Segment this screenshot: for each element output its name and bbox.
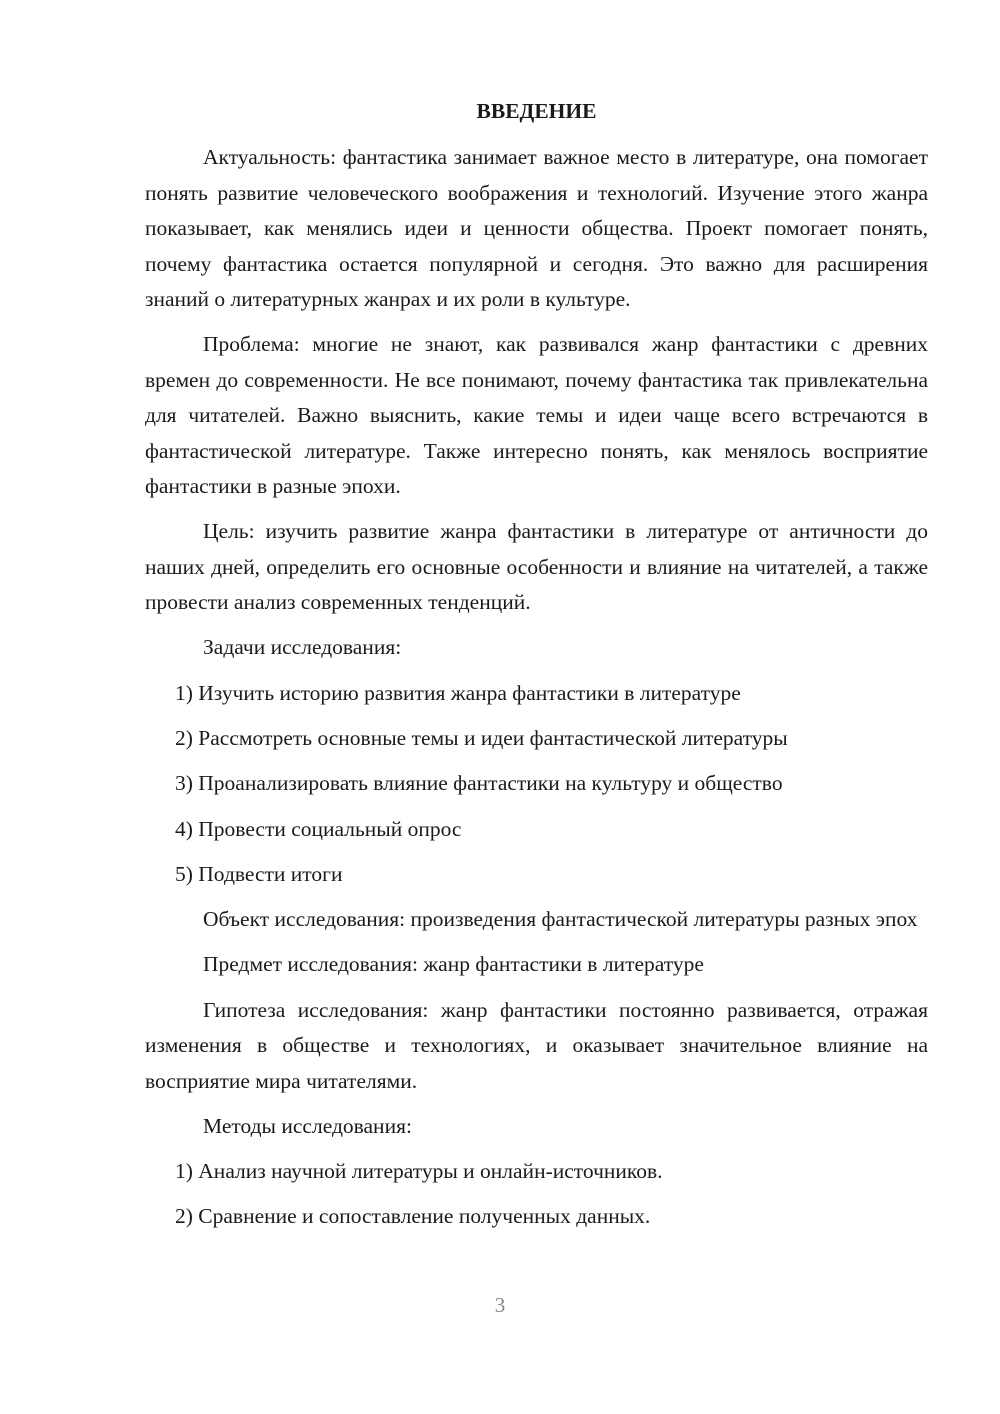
- task-item: 2) Рассмотреть основные темы и идеи фантастической литературы: [175, 725, 788, 750]
- object-paragraph: Объект исследования: произведения фантастической литературы разных эпох: [203, 907, 918, 932]
- document-page: [145, 94, 928, 1245]
- relevance-paragraph: Актуальность: фантастика занимает важное место в литературе, она помогает понять развитие человеческого воображения и технологий. Изучение этого жанра показывает, как менялись идеи и ценности общества. Проект помогает понять, почему фантастика остается популярной и сегодня. Это важно для расширения знаний о литературных жанрах и их роли в культуре.: [145, 145, 928, 312]
- task-item: 4) Провести социальный опрос: [175, 816, 462, 841]
- task-item: 1) Изучить историю развития жанра фантастики в литературе: [175, 680, 741, 705]
- hypothesis-paragraph: Гипотеза исследования: жанр фантастики постоянно развивается, отражая изменения в обществе и технологиях, и оказывает значительное влияние на восприятие мира читателями.: [145, 997, 928, 1093]
- subject-paragraph: Предмет исследования: жанр фантастики в литературе: [203, 952, 704, 977]
- page-number: 3: [494, 1293, 506, 1317]
- task-item: 3) Проанализировать влияние фантастики на культуру и общество: [175, 771, 783, 796]
- section-title: ВВЕДЕНИЕ: [476, 99, 597, 123]
- tasks-heading: Задачи исследования:: [203, 635, 402, 660]
- methods-heading: Методы исследования:: [203, 1113, 412, 1138]
- method-item: 1) Анализ научной литературы и онлайн-источников.: [175, 1159, 663, 1184]
- task-item: 5) Подвести итоги: [175, 861, 343, 886]
- goal-paragraph: Цель: изучить развитие жанра фантастики в литературе от античности до наших дней, определить его основные особенности и влияние на читателей, а также провести анализ современных тенденций.: [145, 519, 928, 615]
- method-item: 2) Сравнение и сопоставление полученных данных.: [175, 1204, 651, 1229]
- problem-paragraph: Проблема: многие не знают, как развивался жанр фантастики с древних времен до современности. Не все понимают, почему фантастика так привлекательна для читателей. Важно выяснить, какие темы и идеи чаще всего встречаются в фантастической литературе. Также интересно понять, как менялось восприятие фантастики в разные эпохи.: [145, 332, 928, 498]
